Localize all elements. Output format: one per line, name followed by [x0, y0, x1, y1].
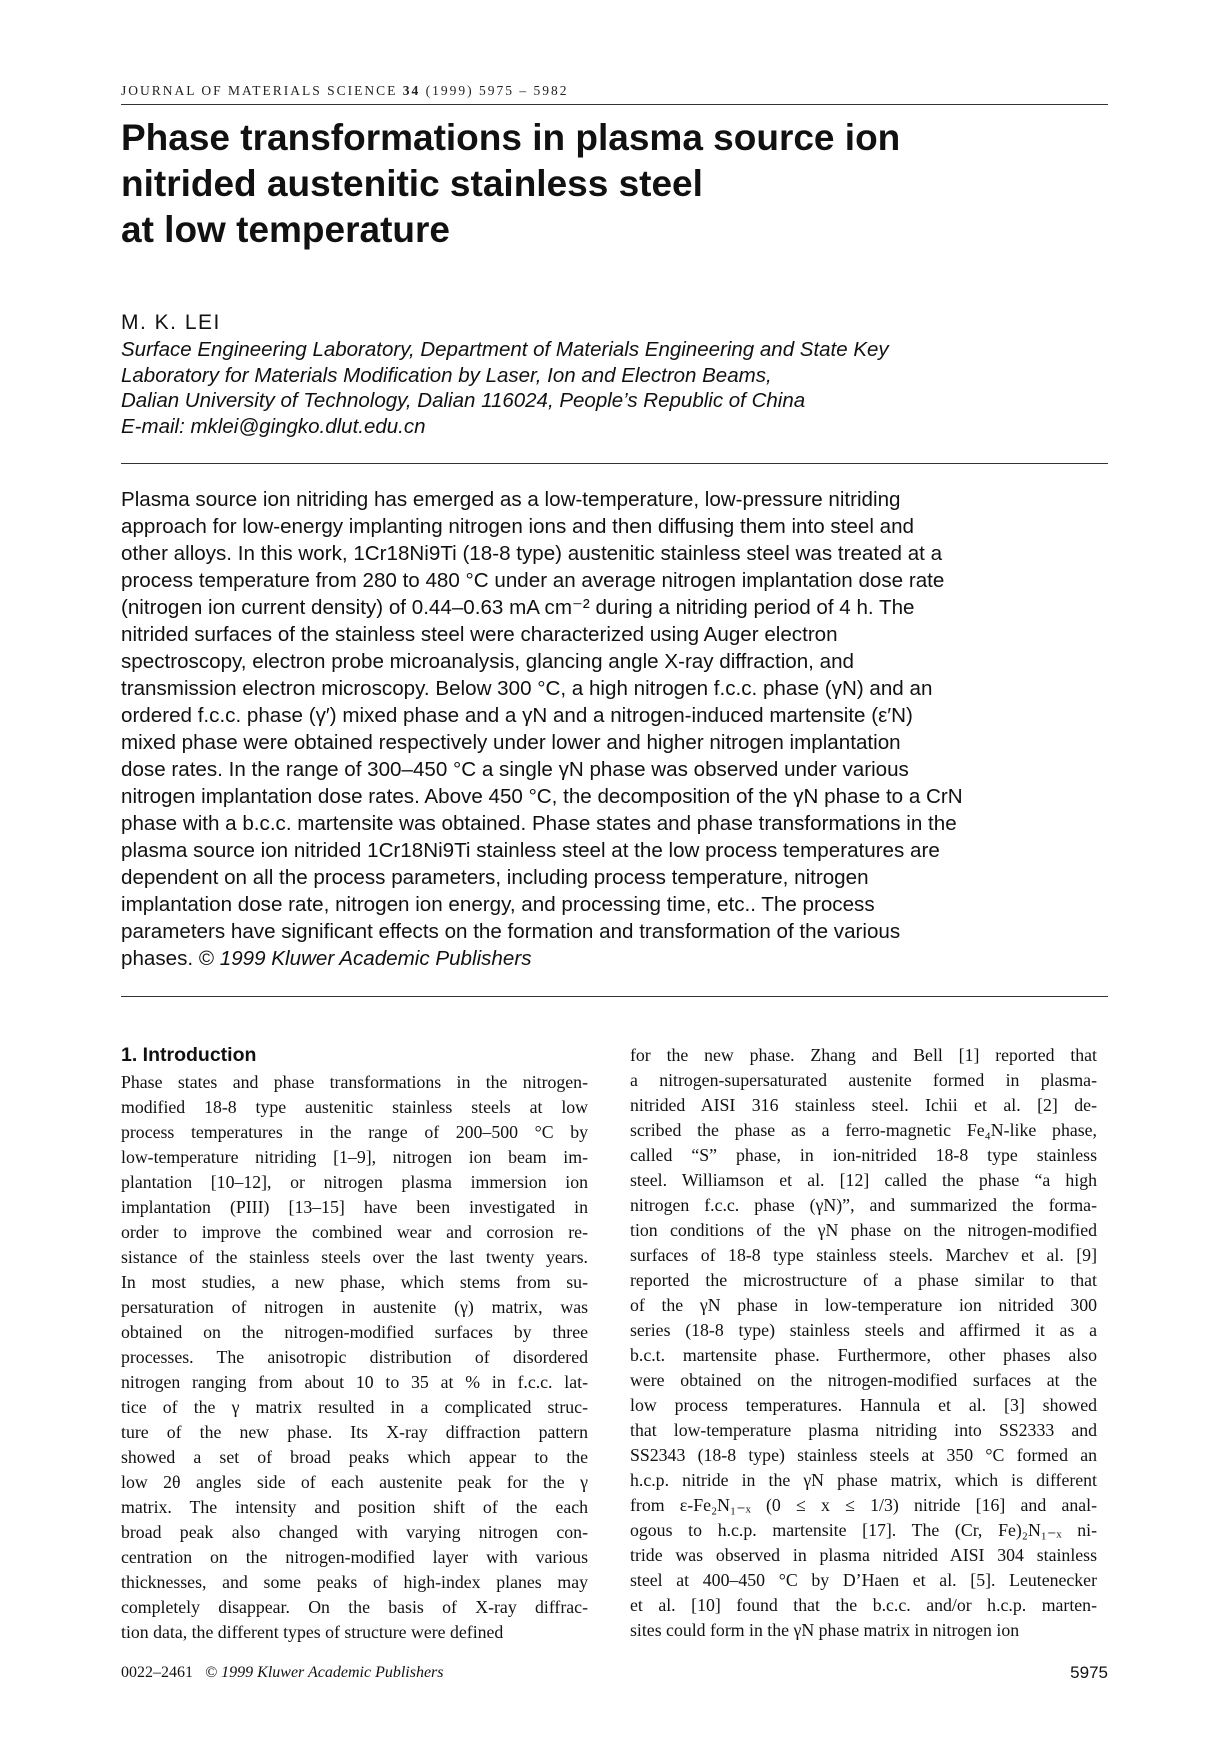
body-line: scribed the phase as a ferro-magnetic Fe₄N-like phase, — [630, 1120, 1097, 1140]
affiliation-email: E-mail: mklei@gingko.dlut.edu.cn — [121, 414, 426, 438]
body-line: SS2343 (18-8 type) stainless steels at 350 °C formed an — [630, 1445, 1097, 1465]
abstract-line: transmission electron microscopy. Below 300 °C, a high nitrogen f.c.c. phase (γN) and an — [121, 677, 933, 700]
body-line: steel. Williamson et al. [12] called the phase “a high — [630, 1170, 1097, 1190]
body-column-right — [630, 1043, 1097, 1643]
body-line: sites could form in the γN phase matrix in nitrogen ion — [630, 1620, 1020, 1640]
affiliation — [121, 337, 1108, 439]
body-line: process temperatures in the range of 200–500 °C by — [121, 1122, 588, 1142]
abstract — [121, 486, 1111, 972]
body-line: low-temperature nitriding [1–9], nitrogen ion beam im- — [121, 1147, 588, 1167]
abstract-bottom-rule — [121, 996, 1108, 997]
body-line: implantation (PIII) [13–15] have been investigated in — [121, 1197, 588, 1217]
body-line: surfaces of 18-8 type stainless steels. Marchev et al. [9] — [630, 1245, 1097, 1265]
body-line: reported the microstructure of a phase similar to that — [630, 1270, 1097, 1290]
body-line: persaturation of nitrogen in austenite (γ) matrix, was — [121, 1297, 588, 1317]
body-line: called “S” phase, in ion-nitrided 18-8 type stainless — [630, 1145, 1097, 1165]
abstract-line: nitrogen implantation dose rates. Above 450 °C, the decomposition of the γN phase to a CrN — [121, 785, 963, 808]
body-column-left — [121, 1043, 588, 1645]
body-line: order to improve the combined wear and corrosion re- — [121, 1222, 588, 1242]
body-line: a nitrogen-supersaturated austenite formed in plasma- — [630, 1070, 1097, 1090]
abstract-line: plasma source ion nitrided 1Cr18Ni9Ti stainless steel at the low process temperatures are — [121, 839, 940, 862]
body-line: et al. [10] found that the b.c.c. and/or h.c.p. marten- — [630, 1595, 1097, 1615]
journal-pages: (1999) 5975 – 5982 — [425, 83, 569, 98]
body-line: plantation [10–12], or nitrogen plasma immersion ion — [121, 1172, 588, 1192]
page-number: 5975 — [1070, 1663, 1108, 1682]
abstract-line: approach for low-energy implanting nitrogen ions and then diffusing them into steel and — [121, 515, 914, 538]
abstract-line: implantation dose rate, nitrogen ion energy, and processing time, etc.. The process — [121, 893, 875, 916]
body-line: for the new phase. Zhang and Bell [1] reported that — [630, 1045, 1097, 1065]
header-rule — [121, 104, 1108, 105]
abstract-line: nitrided surfaces of the stainless steel were characterized using Auger electron — [121, 623, 838, 646]
abstract-line: ordered f.c.c. phase (γ′) mixed phase and a γN and a nitrogen-induced martensite (ε′N) — [121, 704, 913, 727]
body-line: processes. The anisotropic distribution of disordered — [121, 1347, 588, 1367]
body-line: ogous to h.c.p. martensite [17]. The (Cr, Fe)₂N₁₋ₓ ni- — [630, 1520, 1097, 1540]
body-line: modified 18-8 type austenitic stainless steels at low — [121, 1097, 588, 1117]
body-line: tion conditions of the γN phase on the nitrogen-modified — [630, 1220, 1097, 1240]
body-line: nitrogen f.c.c. phase (γN)”, and summarized the forma- — [630, 1195, 1097, 1215]
body-line: b.c.t. martensite phase. Furthermore, other phases also — [630, 1345, 1097, 1365]
body-line: that low-temperature plasma nitriding into SS2333 and — [630, 1420, 1097, 1440]
affiliation-line: Surface Engineering Laboratory, Department of Materials Engineering and State Key — [121, 338, 889, 361]
body-line: broad peak also changed with varying nitrogen con- — [121, 1522, 588, 1542]
section-heading: 1. Introduction — [121, 1044, 257, 1066]
body-line: tion data, the different types of structure were defined — [121, 1622, 504, 1642]
title-line: Phase transformations in plasma source ion — [121, 117, 901, 158]
title-line: nitrided austenitic stainless steel — [121, 163, 703, 204]
abstract-line: process temperature from 280 to 480 °C under an average nitrogen implantation dose rate — [121, 569, 945, 592]
abstract-line: other alloys. In this work, 1Cr18Ni9Ti (18-8 type) austenitic stainless steel was treated at a — [121, 542, 943, 565]
abstract-line: mixed phase were obtained respectively under lower and higher nitrogen implantation — [121, 731, 901, 754]
running-head — [121, 83, 1108, 99]
abstract-line: parameters have significant effects on the formation and transformation of the various — [121, 920, 901, 943]
body-line: were obtained on the nitrogen-modified surfaces at the — [630, 1370, 1097, 1390]
footer-copyright: © 1999 Kluwer Academic Publishers — [205, 1664, 444, 1681]
body-line: completely disappear. On the basis of X-ray diffrac- — [121, 1597, 588, 1617]
body-line: thicknesses, and some peaks of high-index planes may — [121, 1572, 588, 1592]
author-name: M. K. LEI — [121, 311, 221, 334]
body-line: nitrided AISI 316 stainless steel. Ichii et al. [2] de- — [630, 1095, 1097, 1115]
body-line: obtained on the nitrogen-modified surfaces by three — [121, 1322, 588, 1342]
body-line: tice of the γ matrix resulted in a complicated struc- — [121, 1397, 588, 1417]
body-line: centration on the nitrogen-modified layer with various — [121, 1547, 588, 1567]
abstract-line: dependent on all the process parameters, including process temperature, nitrogen — [121, 866, 869, 889]
affiliation-line: Laboratory for Materials Modification by Laser, Ion and Electron Beams, — [121, 363, 772, 387]
paper-title — [121, 115, 1108, 253]
body-line: showed a set of broad peaks which appear to the — [121, 1447, 588, 1467]
abstract-last-start: phases. © — [121, 947, 215, 970]
body-line: low process temperatures. Hannula et al. [3] showed — [630, 1395, 1097, 1415]
body-line: sistance of the stainless steels over the last twenty years. — [121, 1247, 588, 1267]
body-line: Phase states and phase transformations in the nitrogen- — [121, 1072, 588, 1092]
title-line: at low temperature — [121, 209, 450, 250]
body-line: low 2θ angles side of each austenite peak for the γ — [121, 1472, 588, 1492]
body-line: series (18-8 type) stainless steels and affirmed it as a — [630, 1320, 1097, 1340]
abstract-line: phase with a b.c.c. martensite was obtained. Phase states and phase transformations in the — [121, 812, 957, 835]
body-line: from ε-Fe₂N₁₋ₓ (0 ≤ x ≤ 1/3) nitride [16] and anal- — [630, 1495, 1097, 1515]
body-line: of the γN phase in low-temperature ion nitrided 300 — [630, 1295, 1097, 1315]
abstract-publisher: 1999 Kluwer Academic Publishers — [219, 947, 532, 970]
issn: 0022–2461 — [121, 1664, 193, 1681]
body-line: h.c.p. nitride in the γN phase matrix, which is different — [630, 1470, 1097, 1490]
journal-volume: 34 — [402, 83, 421, 98]
body-line: ture of the new phase. Its X-ray diffraction pattern — [121, 1422, 588, 1442]
abstract-line: Plasma source ion nitriding has emerged as a low-temperature, low-pressure nitriding — [121, 488, 901, 511]
footer-issn — [121, 1664, 444, 1682]
abstract-top-rule — [121, 463, 1108, 464]
body-line: nitrogen ranging from about 10 to 35 at % in f.c.c. lat- — [121, 1372, 588, 1392]
body-line: In most studies, a new phase, which stems from su- — [121, 1272, 588, 1292]
abstract-line: dose rates. In the range of 300–450 °C a single γN phase was observed under various — [121, 758, 909, 781]
journal-name: JOURNAL OF MATERIALS SCIENCE — [121, 83, 398, 98]
abstract-last-line — [121, 945, 1111, 972]
body-line: tride was observed in plasma nitrided AISI 304 stainless — [630, 1545, 1097, 1565]
body-line: matrix. The intensity and position shift of the each — [121, 1497, 588, 1517]
body-line: steel at 400–450 °C by D’Haen et al. [5]. Leutenecker — [630, 1570, 1097, 1590]
abstract-line: spectroscopy, electron probe microanalysis, glancing angle X-ray diffraction, and — [121, 650, 854, 673]
abstract-line: (nitrogen ion current density) of 0.44–0.63 mA cm⁻² during a nitriding period of 4 h. The — [121, 596, 915, 619]
affiliation-line: Dalian University of Technology, Dalian 116024, People’s Republic of China — [121, 389, 806, 412]
